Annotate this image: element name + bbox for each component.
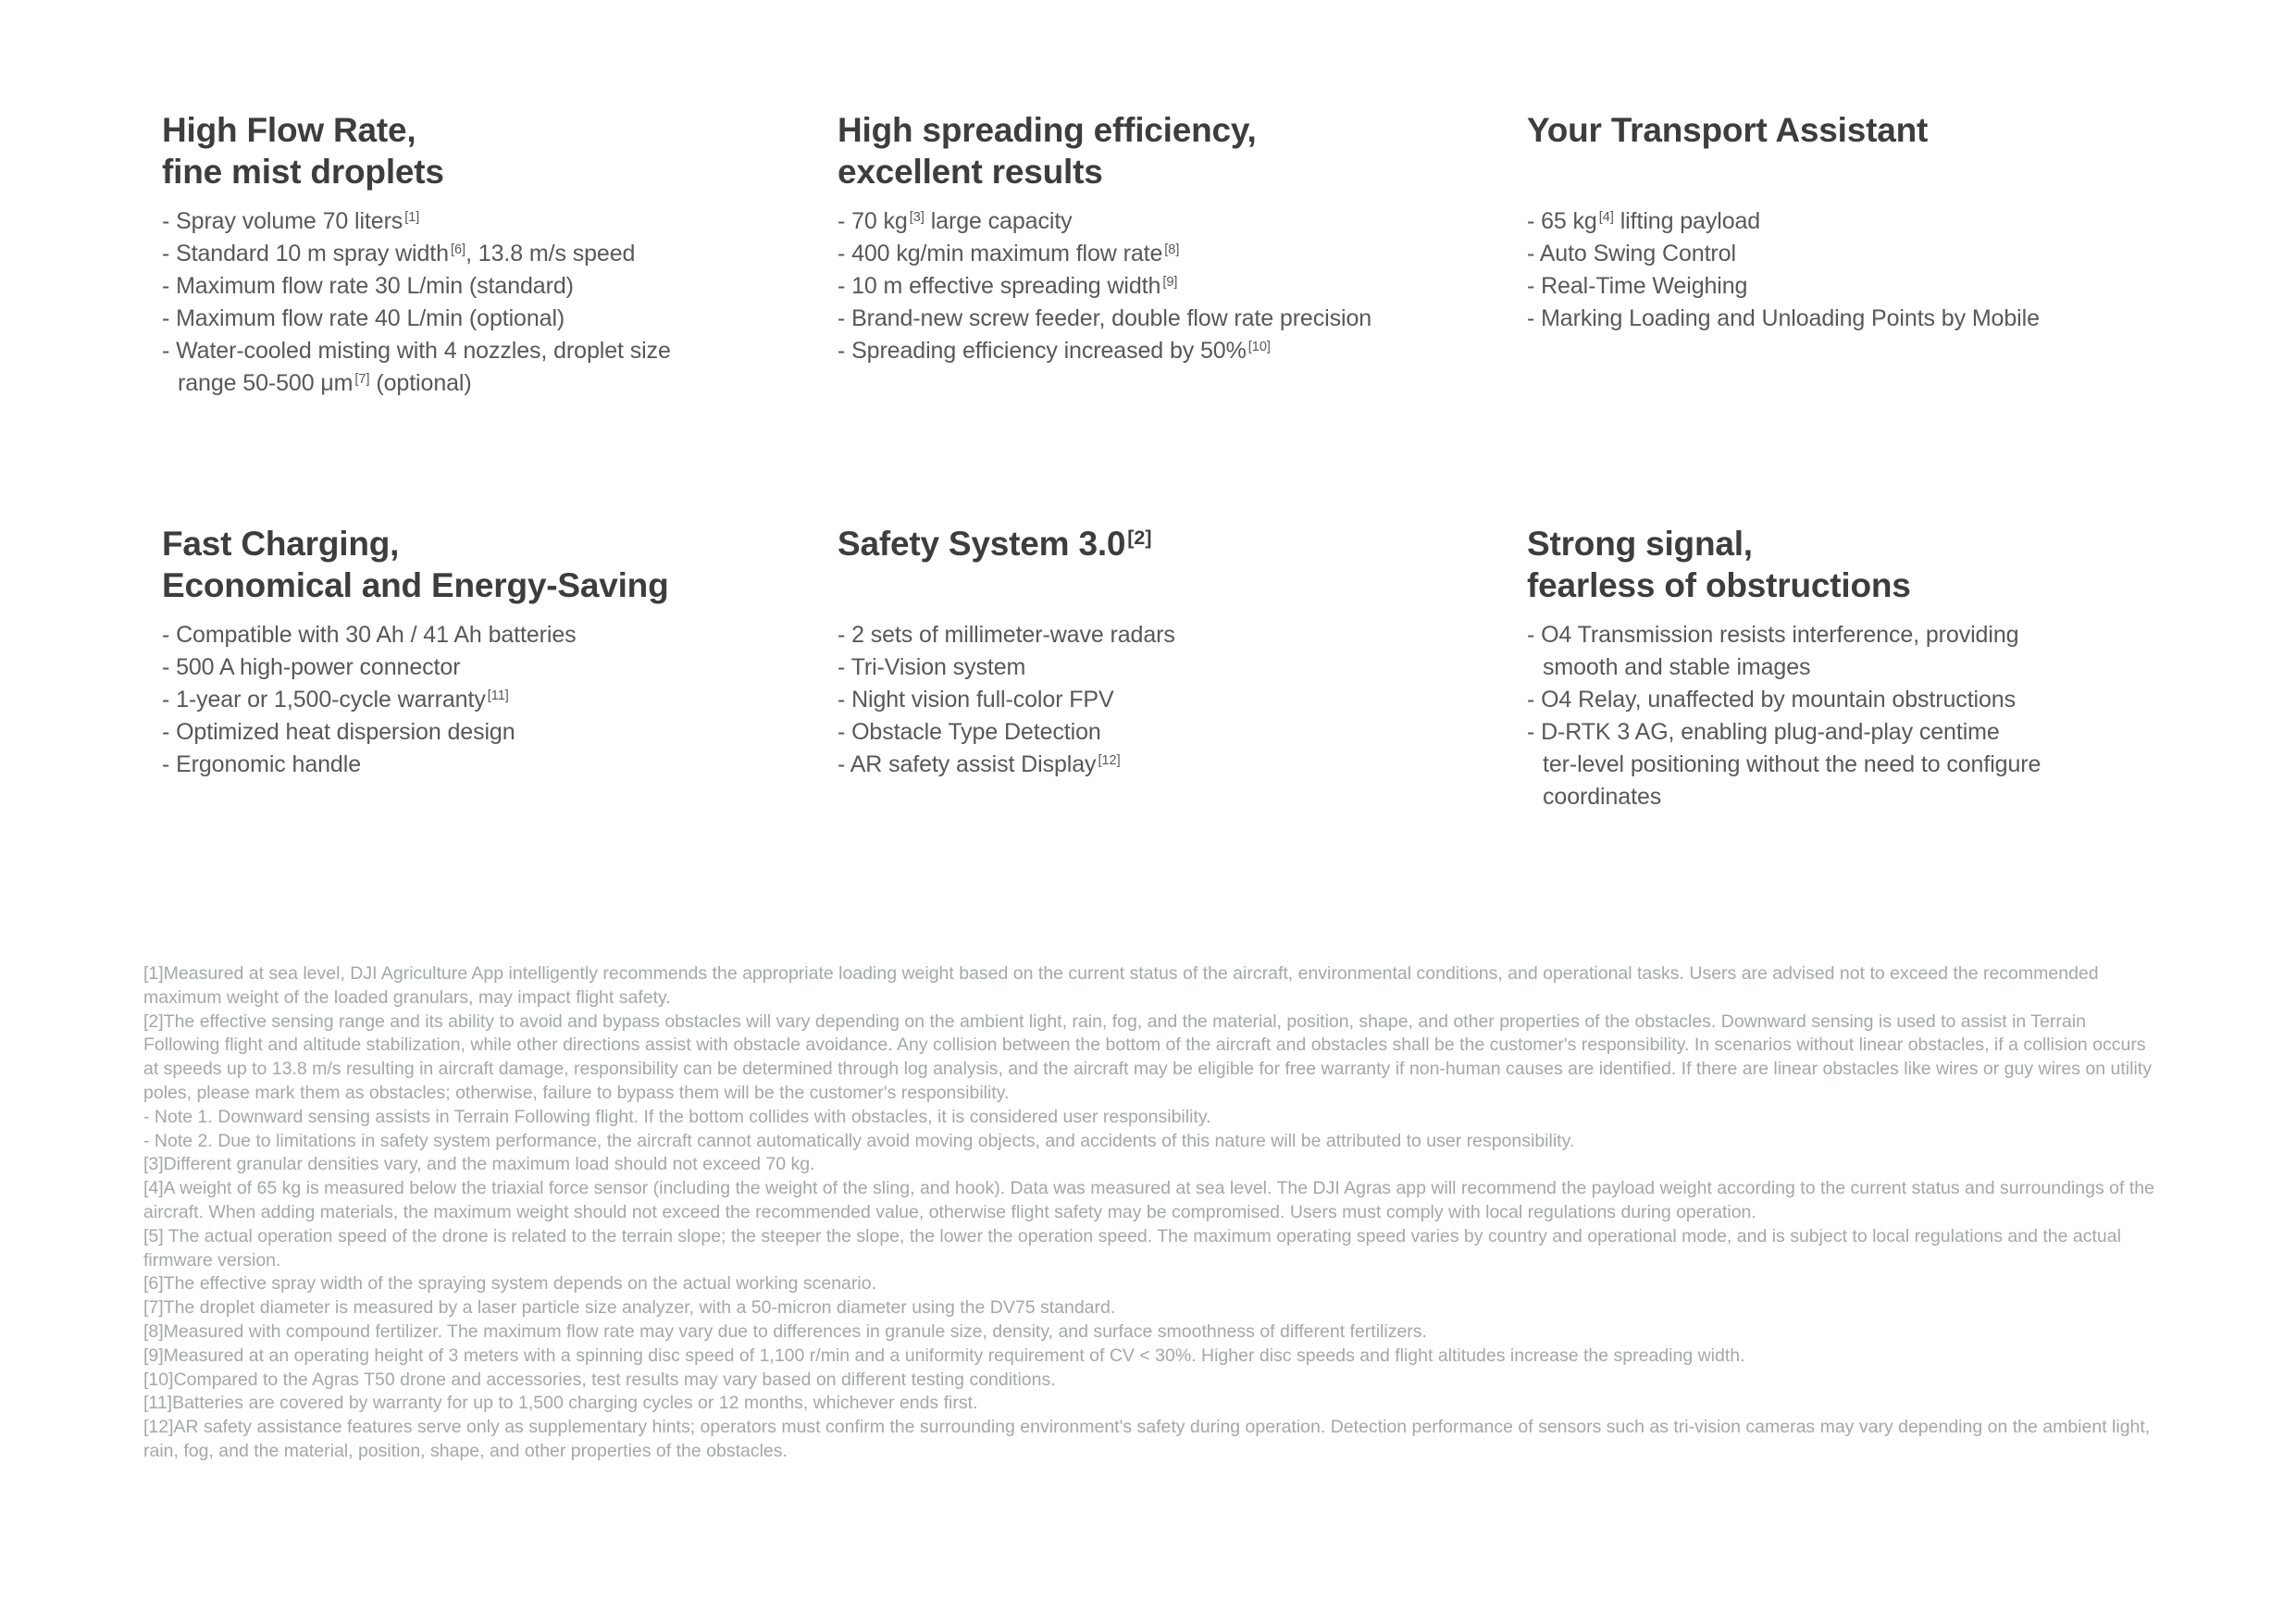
- text-segment: Economical and Energy-Saving: [162, 566, 669, 604]
- bullet-dash: -: [1527, 719, 1542, 745]
- text-segment: Maximum flow rate 30 L/min (standard): [176, 273, 574, 299]
- bullet-dash: -: [838, 622, 852, 648]
- feature-item: [1527, 205, 2175, 238]
- text-segment: ter-level positioning without the need to configure: [1543, 751, 2042, 777]
- feature-title: [162, 523, 838, 619]
- text-segment: Optimized heat dispersion design: [176, 719, 515, 745]
- text-segment: Marking Loading and Unloading Points by Mobile: [1541, 305, 2040, 331]
- feature-item: [838, 716, 1527, 749]
- feature-item: [162, 270, 838, 303]
- bullet-dash: -: [838, 305, 852, 331]
- text-segment: coordinates: [1543, 784, 1662, 810]
- footnote-ref: [10]: [1247, 340, 1271, 355]
- feature-title-line: [162, 564, 838, 606]
- feature-item: [162, 205, 838, 238]
- bullet-dash: -: [838, 751, 850, 777]
- feature-title-line: [162, 151, 838, 192]
- text-segment: fine mist droplets: [162, 153, 444, 191]
- text-segment: , 13.8 m/s speed: [465, 241, 636, 267]
- text-segment: 500 A high-power connector: [176, 654, 461, 680]
- bullet-dash: -: [838, 687, 852, 713]
- feature-title-line: [162, 523, 838, 564]
- feature-section-transport-assistant: [1527, 109, 2175, 523]
- footnote-ref: [4]: [1598, 210, 1614, 226]
- feature-title-line: [838, 151, 1527, 192]
- feature-item: [162, 749, 838, 781]
- footnotes-block: [143, 962, 2166, 1464]
- feature-title: [1527, 523, 2175, 619]
- footnote: [3]Different granular densities vary, and the maximum load should not exceed 70 kg.: [143, 1154, 815, 1175]
- text-segment: Auto Swing Control: [1539, 241, 1736, 267]
- text-segment: Standard 10 m spray width: [176, 241, 449, 267]
- text-segment: 70 kg: [851, 208, 908, 234]
- feature-item-list: [1527, 205, 2175, 335]
- bullet-dash: -: [1527, 241, 1540, 267]
- text-segment: 1-year or 1,500-cycle warranty: [176, 687, 486, 713]
- feature-item: [838, 238, 1527, 270]
- feature-item: [838, 619, 1527, 651]
- feature-item: [838, 749, 1527, 781]
- bullet-dash: -: [162, 622, 177, 648]
- feature-item: [1527, 303, 2175, 335]
- bullet-dash: -: [838, 719, 852, 745]
- bullet-dash: -: [162, 208, 177, 234]
- footnote-ref: [7]: [354, 372, 370, 388]
- footnote: [9]Measured at an operating height of 3 meters with a spinning disc speed of 1,100 r/min and a uniformity requirement of CV < 30%. Higher disc speeds and flight altitudes increase the spreading width.: [143, 1345, 1745, 1366]
- footnote-ref: [11]: [487, 688, 509, 704]
- feature-item: [838, 303, 1527, 335]
- bullet-dash: -: [162, 687, 177, 713]
- footnote-ref: [3]: [909, 210, 925, 226]
- footnote: [12]AR safety assistance features serve only as supplementary hints; operators must confirm the surrounding environment's safety during operation. Detection performance of sensors such as tri-vision cameras may vary depending on the ambient light, rain, fog, and the material, position, shape, and other properties of the obstacles.: [143, 1417, 2151, 1461]
- bullet-dash: -: [162, 241, 177, 267]
- feature-section-safety-system: [838, 523, 1527, 813]
- footnote: [1]Measured at sea level, DJI Agriculture App intelligently recommends the appropriate loading weight based on the current status of the aircraft, environmental conditions, and operational tasks. Users are advised not to exceed the recommended maximum weight of the loaded granulars, may impact flight safety.: [143, 963, 2099, 1008]
- text-segment: High Flow Rate,: [162, 111, 416, 149]
- text-segment: Compatible with 30 Ah / 41 Ah batteries: [176, 622, 577, 648]
- feature-title-line: [838, 523, 1527, 564]
- text-segment: D-RTK 3 AG, enabling plug-and-play centime: [1541, 719, 2000, 745]
- feature-title: [838, 109, 1527, 205]
- footnote-ref: [9]: [1162, 275, 1178, 291]
- text-segment: fearless of obstructions: [1527, 566, 1911, 604]
- feature-item: [162, 303, 838, 335]
- feature-title-line: [838, 109, 1527, 151]
- bullet-dash: -: [1527, 208, 1542, 234]
- feature-item: [838, 651, 1527, 684]
- feature-item: [838, 270, 1527, 303]
- feature-title: [838, 523, 1527, 619]
- bullet-dash: -: [1527, 687, 1542, 713]
- footnote-ref: [6]: [450, 242, 466, 258]
- feature-item: [1527, 238, 2175, 270]
- text-segment: 2 sets of millimeter-wave radars: [851, 622, 1175, 648]
- text-segment: 65 kg: [1541, 208, 1597, 234]
- text-segment: Night vision full-color FPV: [851, 687, 1114, 713]
- feature-section-high-flow-rate: [162, 109, 838, 523]
- footnote-ref: [12]: [1098, 753, 1121, 769]
- feature-title-line: [1527, 564, 2175, 606]
- text-segment: High spreading efficiency,: [838, 111, 1257, 149]
- bullet-dash: -: [162, 273, 177, 299]
- feature-item-list: [162, 205, 838, 400]
- bullet-dash: -: [1527, 273, 1542, 299]
- text-segment: 400 kg/min maximum flow rate: [851, 241, 1163, 267]
- footnote-ref: [2]: [1127, 527, 1152, 550]
- bullet-dash: -: [838, 654, 851, 680]
- footnote-ref: [1]: [404, 210, 420, 226]
- feature-item: [838, 205, 1527, 238]
- bullet-dash: -: [838, 338, 852, 364]
- bullet-dash: -: [838, 208, 852, 234]
- text-segment: Strong signal,: [1527, 525, 1753, 563]
- bullet-dash: -: [162, 719, 177, 745]
- feature-item-list: [838, 205, 1527, 367]
- text-segment: Ergonomic handle: [176, 751, 361, 777]
- footnote: [5] The actual operation speed of the drone is related to the terrain slope; the steeper the slope, the lower the operation speed. The maximum operating speed varies by country and operational mode, and is subject to local regulations and the actual firmware version.: [143, 1225, 2121, 1271]
- footnote: - Note 2. Due to limitations in safety system performance, the aircraft cannot automatically avoid moving objects, and accidents of this nature will be attributed to user responsibility.: [143, 1130, 1575, 1151]
- feature-section-strong-signal: [1527, 523, 2175, 813]
- text-segment: large capacity: [924, 208, 1073, 234]
- bullet-dash: -: [162, 654, 177, 680]
- footnote: [6]The effective spray width of the spraying system depends on the actual working scenario.: [143, 1273, 876, 1295]
- bullet-dash: -: [838, 273, 852, 299]
- feature-title-line: [1527, 523, 2175, 564]
- feature-item: [162, 335, 838, 400]
- bullet-dash: -: [162, 305, 177, 331]
- text-segment: Safety System 3.0: [838, 525, 1126, 563]
- feature-item: [162, 619, 838, 651]
- footnote: [4]A weight of 65 kg is measured below the triaxial force sensor (including the weight of the sling, and hook). Data was measured at sea level. The DJI Agras app will recommend the payload weight according to the current status and surroundings of the aircraft. When adding materials, the maximum weight should not exceed the recommended value, otherwise flight safety may be compromised. Users must comply with local regulations during operation.: [143, 1178, 2154, 1222]
- text-segment: Spreading efficiency increased by 50%: [851, 338, 1247, 364]
- text-segment: Spray volume 70 liters: [176, 208, 403, 234]
- text-segment: lifting payload: [1613, 208, 1761, 234]
- footnote: [8]Measured with compound fertilizer. The maximum flow rate may vary due to differences in granule size, density, and surface smoothness of different fertilizers.: [143, 1320, 1427, 1342]
- feature-item: [162, 238, 838, 270]
- text-segment: 10 m effective spreading width: [851, 273, 1161, 299]
- footnote: [2]The effective sensing range and its ability to avoid and bypass obstacles will vary depending on the ambient light, rain, fog, and the material, position, shape, and other properties of the obstacles. Downward sensing is used to assist in Terrain Following flight and altitude stabilization, while other directions assist with obstacle avoidance. Any collision between the bottom of the aircraft and obstacles shall be the customer's responsibility. In scenarios without linear obstacles, if a collision occurs at speeds up to 13.8 m/s resulting in aircraft damage, responsibility can be determined through log analysis, and the aircraft may be eligible for free warranty if non-human causes are identified. If there are linear obstacles like wires or guy wires on utility poles, please mark them as obstacles; otherwise, failure to bypass them will be the customer's responsibility.: [143, 1010, 2152, 1103]
- text-segment: O4 Relay, unaffected by mountain obstructions: [1541, 687, 2017, 713]
- footnote: - Note 1. Downward sensing assists in Terrain Following flight. If the bottom collides with obstacles, it is considered user responsibility.: [143, 1106, 1211, 1127]
- feature-section-fast-charging: [162, 523, 838, 813]
- feature-grid: [162, 109, 2175, 813]
- feature-item-list: [162, 619, 838, 781]
- text-segment: smooth and stable images: [1543, 654, 1811, 680]
- text-segment: range 50-500 μm: [178, 370, 354, 396]
- text-segment: O4 Transmission resists interference, providing: [1541, 622, 2019, 648]
- text-segment: Obstacle Type Detection: [851, 719, 1101, 745]
- bullet-dash: -: [162, 338, 177, 364]
- text-segment: AR safety assist Display: [850, 751, 1097, 777]
- footnote-ref: [8]: [1164, 242, 1180, 258]
- feature-item: [1527, 619, 2175, 684]
- feature-title: [162, 109, 838, 205]
- feature-item: [162, 716, 838, 749]
- bullet-dash: -: [1527, 305, 1542, 331]
- bullet-dash: -: [838, 241, 852, 267]
- text-segment: excellent results: [838, 153, 1103, 191]
- text-segment: Water-cooled misting with 4 nozzles, droplet size: [176, 338, 671, 364]
- text-segment: Real-Time Weighing: [1541, 273, 1748, 299]
- footnote: [10]Compared to the Agras T50 drone and accessories, test results may vary based on different testing conditions.: [143, 1369, 1056, 1390]
- feature-title-line: [162, 109, 838, 151]
- feature-item: [1527, 716, 2175, 813]
- text-segment: Maximum flow rate 40 L/min (optional): [176, 305, 565, 331]
- feature-item: [838, 684, 1527, 716]
- feature-item-list: [838, 619, 1527, 781]
- text-segment: Tri-Vision system: [850, 654, 1026, 680]
- feature-item-list: [1527, 619, 2175, 813]
- bullet-dash: -: [1527, 622, 1542, 648]
- feature-item: [162, 684, 838, 716]
- feature-item: [1527, 684, 2175, 716]
- text-segment: (optional): [369, 370, 472, 396]
- footnote: [11]Batteries are covered by warranty for up to 1,500 charging cycles or 12 months, whichever ends first.: [143, 1393, 978, 1414]
- feature-title: [1527, 109, 2175, 205]
- feature-item: [1527, 270, 2175, 303]
- text-segment: Your Transport Assistant: [1527, 111, 1929, 149]
- footnote: [7]The droplet diameter is measured by a laser particle size analyzer, with a 50-micron diameter using the DV75 standard.: [143, 1297, 1116, 1319]
- feature-item: [838, 335, 1527, 367]
- bullet-dash: -: [162, 751, 177, 777]
- feature-section-spreading-efficiency: [838, 109, 1527, 523]
- text-segment: Fast Charging,: [162, 525, 400, 563]
- feature-item: [162, 651, 838, 684]
- text-segment: Brand-new screw feeder, double flow rate precision: [851, 305, 1372, 331]
- feature-title-line: [1527, 109, 2175, 151]
